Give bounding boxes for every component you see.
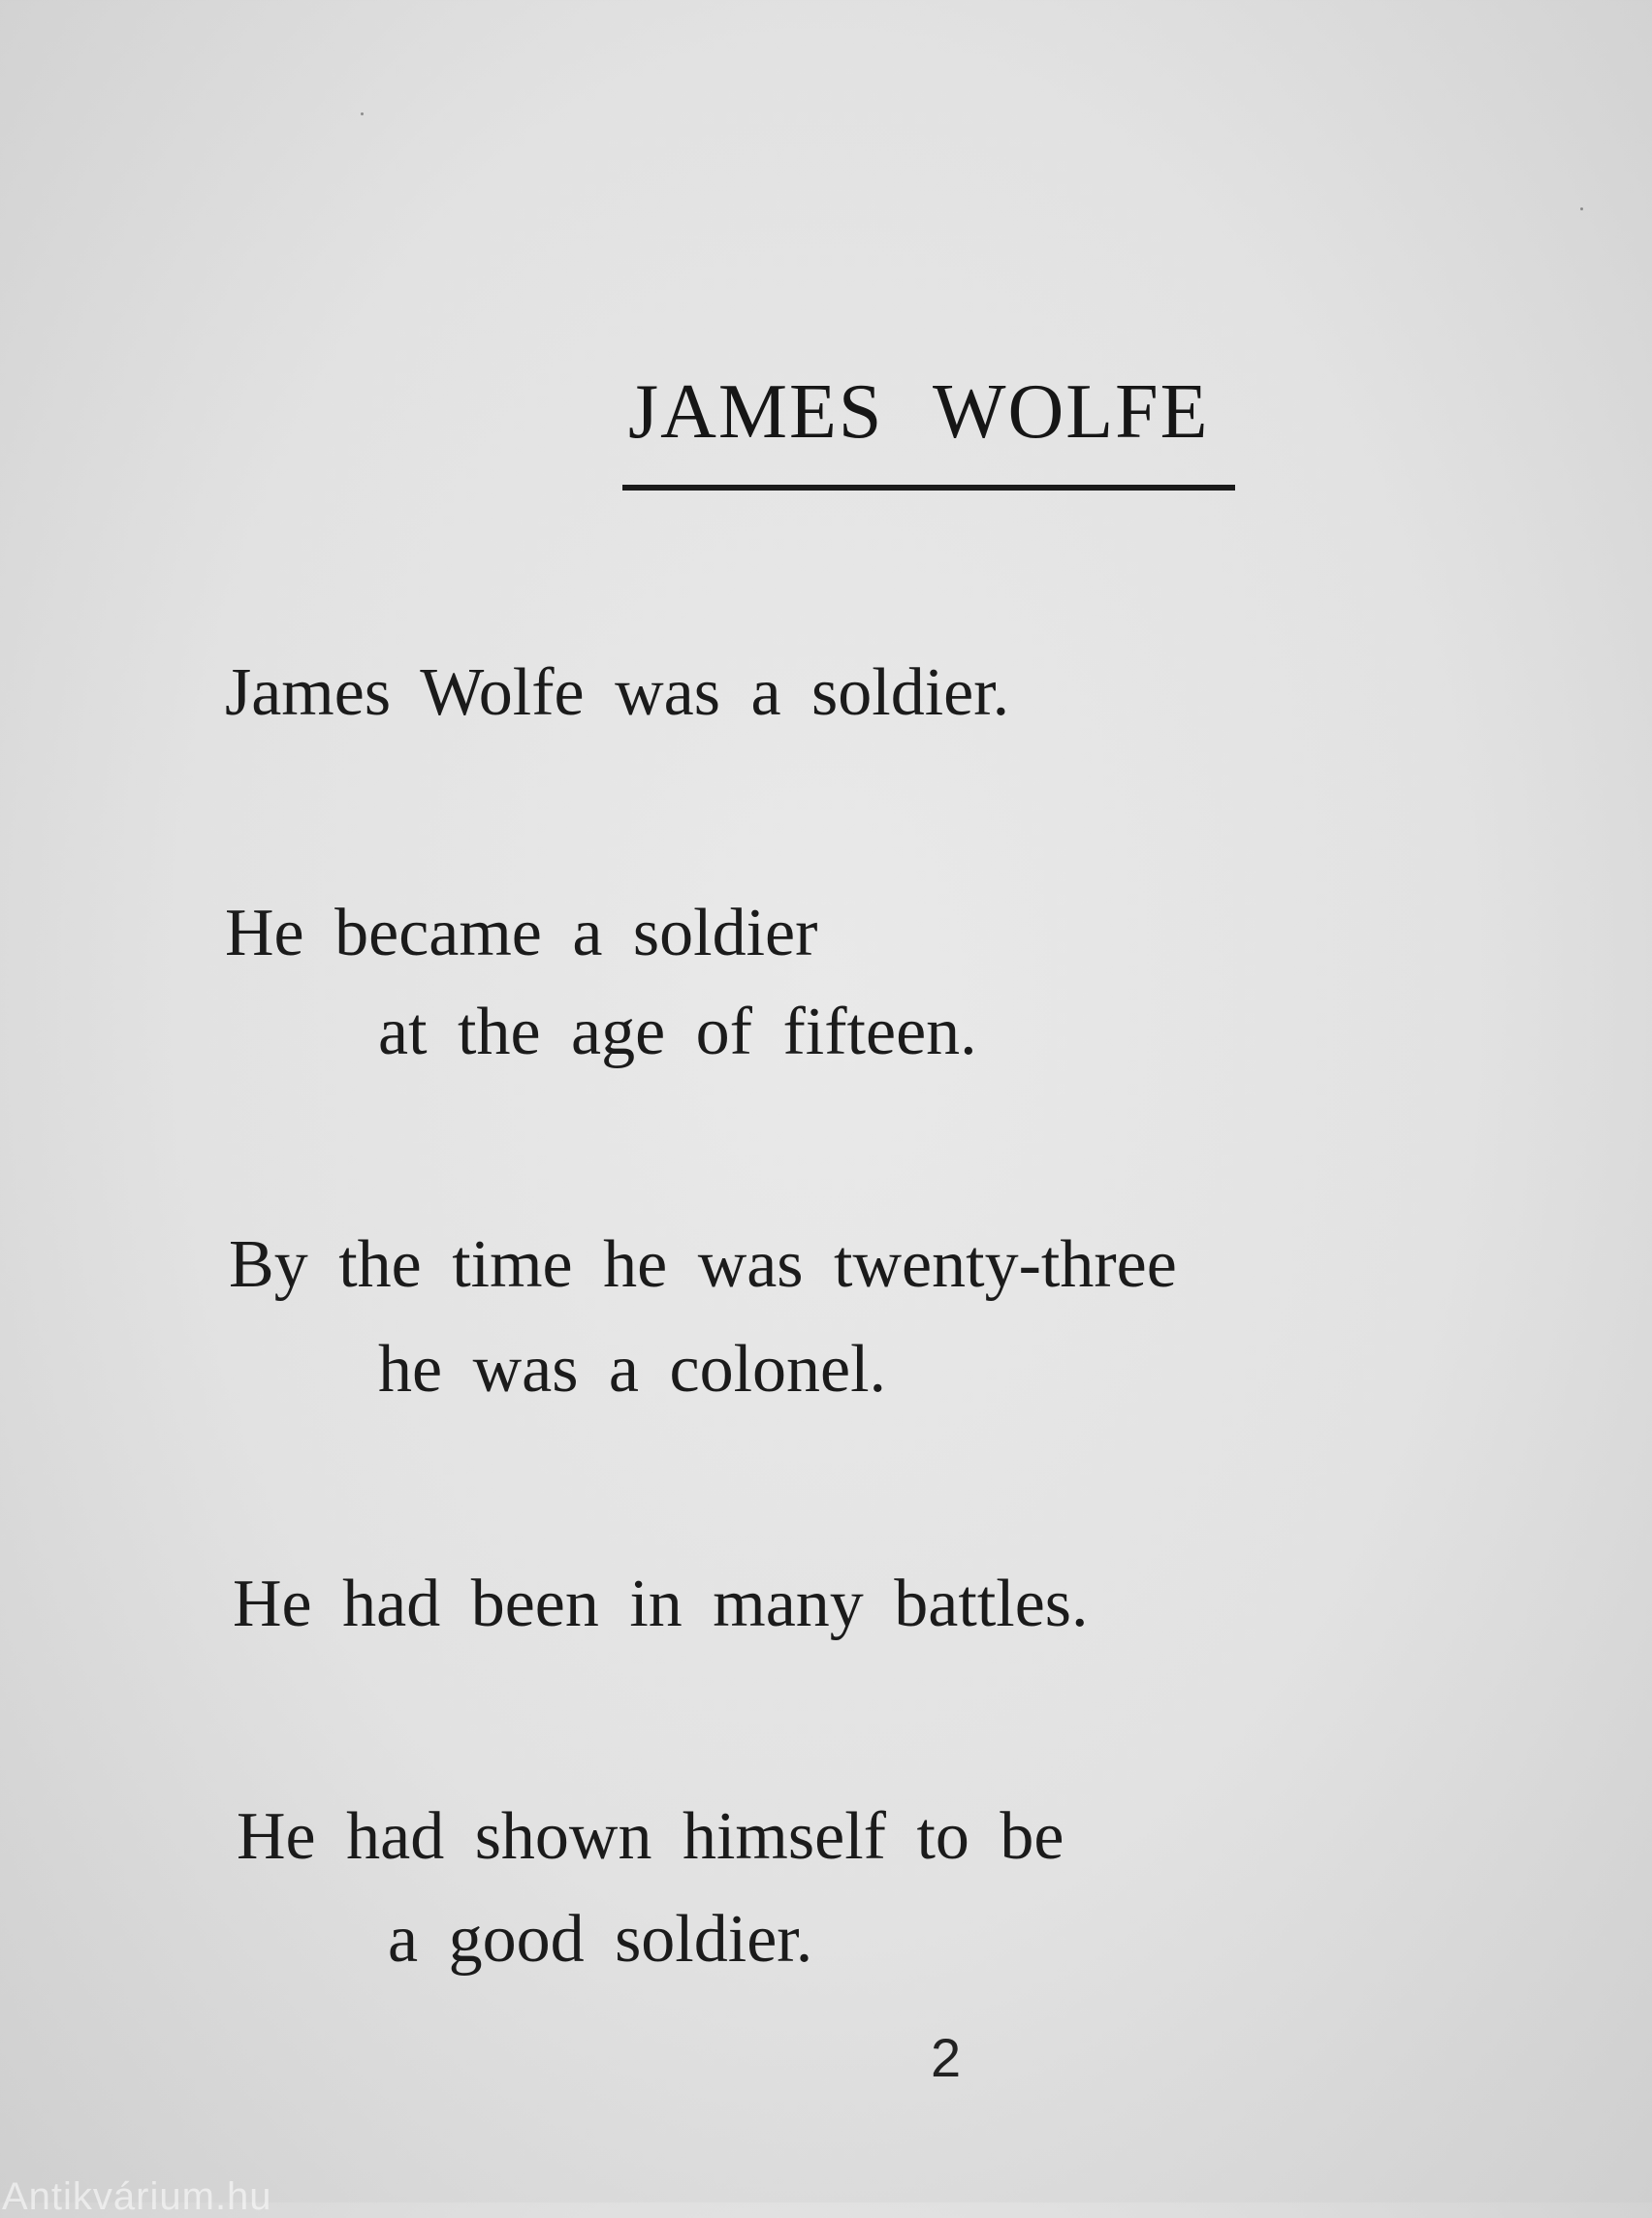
text-line: a good soldier.: [388, 1902, 813, 1977]
page-number: 2: [931, 2027, 962, 2088]
text-line: James Wolfe was a soldier.: [225, 655, 1010, 730]
text-line: at the age of fifteen.: [378, 995, 977, 1069]
page-title: JAMES WOLFE: [628, 369, 1210, 455]
text-line: He became a soldier: [225, 896, 818, 970]
dust-speck: [361, 112, 364, 115]
text-line: By the time he was twenty-three: [229, 1227, 1177, 1302]
text-line: He had shown himself to be: [237, 1799, 1064, 1874]
dust-speck: [1580, 207, 1583, 210]
title-underline: [622, 485, 1235, 491]
text-line: he was a colonel.: [378, 1332, 887, 1407]
text-line: He had been in many battles.: [233, 1567, 1089, 1641]
watermark: Antikvárium.hu: [2, 2175, 272, 2218]
